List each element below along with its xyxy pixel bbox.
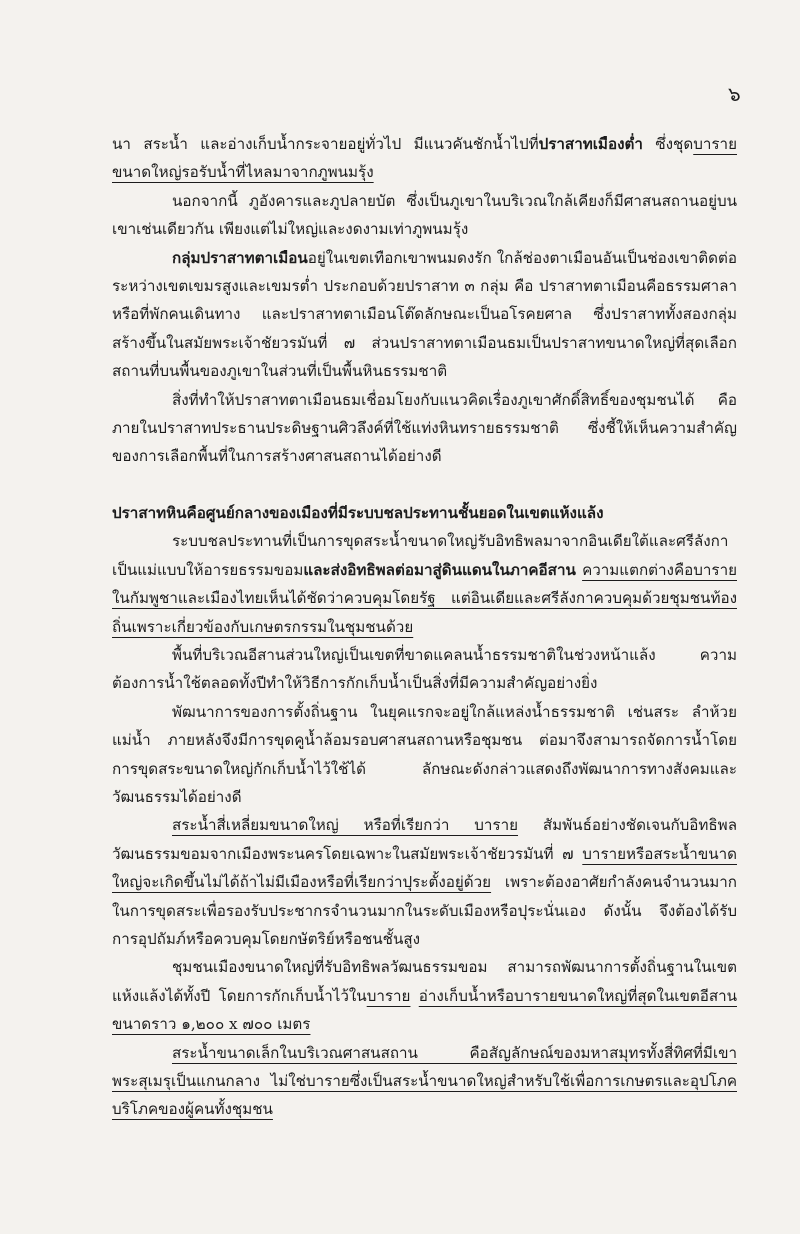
underlined-text: บารายขนาดใหญ่รอรับน้ำที่ไหลมาจากภูพนมรุ้ง bbox=[112, 135, 737, 182]
text-run: สัมพันธ์อย่างชัดเจนกับอิทธิพลวัฒนธรรมขอมจากเมืองพระนครโดยเฉพาะในสมัยพระเจ้าชัยวรมันที่ ๗ bbox=[112, 816, 737, 863]
paragraph-9 bbox=[112, 953, 737, 1038]
text-run: ชุมชนเมืองขนาดใหญ่ที่รับอิทธิพลวัฒนธรรมขอม สามารถพัฒนาการตั้งถิ่นฐานในเขตแห้งแล้งได้ทั้งปี โดยการกักเก็บน้ำไว้ใน bbox=[112, 958, 737, 1005]
bold-term: กลุ่มปราสาทตาเมือน bbox=[172, 248, 308, 267]
body-text bbox=[112, 130, 737, 1124]
paragraph-2: นอกจากนี้ ภูอังคารและภูปลายบัต ซึ่งเป็นภูเขาในบริเวณใกล้เคียงก็มีศาสนสถานอยู่บนเขาเช่นเดียวกัน เพียงแต่ไม่ใหญ่และงดงามเท่าภูพนมรุ้ง bbox=[112, 191, 737, 239]
section-heading: ปราสาทหินคือศูนย์กลางของเมืองที่มีระบบชลประทานชั้นยอดในเขตแห้งแล้ง bbox=[112, 503, 604, 522]
text-run: นา สระน้ำ และอ่างเก็บน้ำกระจายอยู่ทั่วไป มีแนวคันชักน้ำไปที่ bbox=[112, 135, 539, 153]
bold-term: ปราสาทเมืองต่ำ bbox=[538, 135, 643, 153]
paragraph-10: สระน้ำขนาดเล็กในบริเวณศาสนสถาน คือสัญลักษณ์ของมหาสมุทรทั้งสี่ทิศที่มีเขาพระสุเมรุเป็นแกนกลาง ไม่ใช่บารายซึ่งเป็นสระน้ำขนาดใหญ่สำหรับใช้เพื่อการเกษตรและอุปโภคบริโภคของผู้คนทั้งชุมชน bbox=[112, 1043, 737, 1119]
text-run: ซึ่งชุด bbox=[642, 135, 694, 153]
text-run bbox=[410, 987, 418, 1005]
underlined-text: อ่างเก็บน้ำหรือบารายขนาดใหญ่ที่สุดในเขตอีสานขนาดราว ๑,๒๐๐ x ๗๐๐ เมตร bbox=[112, 986, 737, 1034]
text-run: ระบบชลประทานที่เป็นการขุดสระน้ำขนาดใหญ่รับอิทธิพลมาจากอินเดียใต้และศรีลังกา เป็นแม่แบบให้อารยธรรมขอม bbox=[112, 532, 729, 579]
underlined-text: ความแตกต่างคือบารายในกัมพูชาและเมืองไทยเห็นได้ชัดว่าควบคุมโดยรัฐ แต่อินเดียและศรีลังกาควบคุมด้วยชุมชนท้องถิ่นเพราะเกี่ยวข้องกับเกษตรกรรมในชุมชนด้วย bbox=[112, 560, 737, 636]
text-run: เพราะต้องอาศัยกำลังคนจำนวนมากในการขุดสระเพื่อรองรับประชากรจำนวนมากในระดับเมืองหรือปุระนั่นเอง ดังนั้น จึงต้องได้รับการอุปถัมภ์หรือควบคุมโดยกษัตริย์หรือชนชั้นสูง bbox=[112, 873, 737, 948]
paragraph-7: พัฒนาการของการตั้งถิ่นฐาน ในยุคแรกจะอยู่ใกล้แหล่งน้ำธรรมชาติ เช่นสระ ลำห้วย แม่น้ำ ภายหลังจึงมีการขุดคูน้ำล้อมรอบศาสนสถานหรือชุมชน ต่อมาจึงสามารถจัดการน้ำโดยการขุดสระขนาดใหญ่กักเก็บน้ำไว้ใช้ได้ ลักษณะดังกล่าวแสดงถึงพัฒนาการทางสังคมและวัฒนธรรมได้อย่างดี bbox=[112, 702, 737, 806]
bold-term: และส่งอิทธิพลต่อมาสู่ดินแดนในภาคอีสาน bbox=[303, 560, 576, 579]
paragraph-5 bbox=[112, 527, 737, 641]
page-number: ๖ bbox=[728, 82, 741, 106]
paragraph-3 bbox=[112, 244, 737, 386]
text-run: อยู่ในเขตเทือกเขาพนมดงรัก ใกล้ช่องตาเมือนอันเป็นช่องเขาติดต่อระหว่างเขตเขมรสูงและเขมรต่ำ ประกอบด้วยปราสาท ๓ กลุ่ม คือ ปราสาทตาเมือนคือธรรมศาลาหรือที่พักคนเดินทาง และปราสาทตาเมือนโต๊ดลักษณะเป็นอโรคยศาล ซึ่งปราสาททั้งสองกลุ่มสร้างขึ้นในสมัยพระเจ้าชัยวรมันที่ ๗ ส่วนปราสาทตาเมือนธมเป็นปราสาทขนาดใหญ่ที่สุดเลือกสถานที่บนพื้นของภูเขาในส่วนที่เป็นพื้นหินธรรมชาติ bbox=[112, 248, 737, 381]
underlined-text: บาราย bbox=[366, 986, 411, 1005]
paragraph-6: พื้นที่บริเวณอีสานส่วนใหญ่เป็นเขตที่ขาดแคลนน้ำธรรมชาติในช่วงหน้าแล้ง ความต้องการน้ำใช้ตลอดทั้งปีทำให้วิธีการกักเก็บน้ำเป็นสิ่งที่มีความสำคัญอย่างยิ่ง bbox=[112, 645, 737, 693]
underlined-text: บารายหรือสระน้ำขนาดใหญ่จะเกิดขึ้นไม่ได้ถ้าไม่มีเมืองหรือที่เรียกว่าปุระตั้งอยู่ด้วย bbox=[112, 844, 737, 892]
paragraph-4: สิ่งที่ทำให้ปราสาทตาเมือนธมเชื่อมโยงกับแนวคิดเรื่องภูเขาศักดิ์สิทธิ์ของชุมชนได้ คือ ภายในปราสาทประธานประดิษฐานศิวลึงค์ที่ใช้แท่งหินทรายธรรมชาติ ซึ่งชี้ให้เห็นความสำคัญของการเลือกพื้นที่ในการสร้างศาสนสถานได้อย่างดี bbox=[112, 390, 737, 466]
paragraph-1 bbox=[112, 130, 737, 187]
paragraph-8 bbox=[112, 811, 737, 953]
underlined-text: สระน้ำสี่เหลี่ยมขนาดใหญ่ หรือที่เรียกว่า บาราย bbox=[172, 816, 519, 835]
